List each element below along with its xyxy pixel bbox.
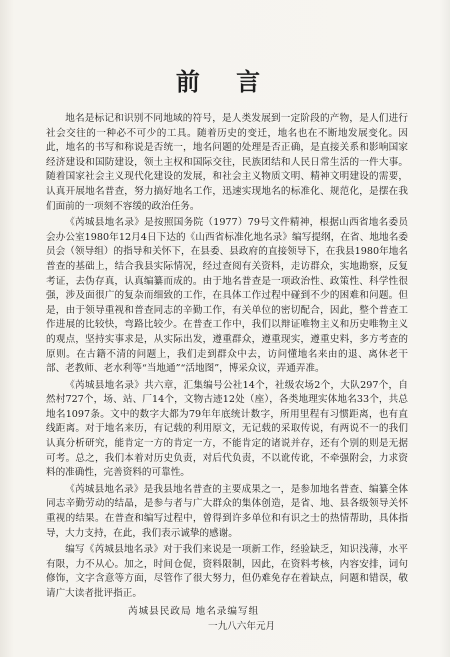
paragraph: 《芮城县地名录》共六章，汇集编号公社14个，社级农场2个，大队297个，自然村727个，场、站、厂14个，文物古迹12处（座），各类地理实体地名33个，共总地名1097条。文中的数字大都为79年年底统计数字，所用里程有习惯距离，也有直线距离。对于地名来历，有记载的利用原文，无记载的采取传说，有两说不一的我们认真分析研究，能肯定一方的肯定一方，不能肯定的诸说并存，还有个别的则是无据可考。总之，我们本着对历史负责，对后代负责，不以讹传讹，不牵强附会，力求资料的准确性，完善资料的可靠性。 — [46, 379, 408, 479]
paragraph: 《芮城县地名录》是我县地名普查的主要成果之一，是参加地名普查、编纂全体同志辛勤劳动的结晶，是参与者与广大群众的集体创造，是省、地、县各级领导关怀重视的结果。在普查和编写过程中，曾得到许多单位和有识之士的热情帮助，具体指导，大力支持，在此，我们表示诚挚的感谢。 — [46, 483, 408, 539]
paragraph: 《芮城县地名录》是按照国务院（1977）79号文件精神，根据山西省地名委员会办公室1980年12月4日下达的《山西省标准化地名录》编写提纲，在省、地地名委员会（领导组）的指导和关怀下，在县委、县政府的直接领导下，在我县1980年地名普查的基础上，结合我县实际情况，经过查阅有关资料，走访群众，实地勘察，反复考证，去伪存真，认真编纂而成的。由于地名普查是一项政治性、政策性、科学性很强，涉及面很广的复杂而细致的工作，在具体工作过程中碰到不少的困难和问题。但是，由于领导重视和普查同志的辛勤工作，有关单位的密切配合，因此，整个普查工作进展的比较快，弯路比较少。在普查工作中，我们以辩证唯物主义和历史唯物主义的观点，坚持实事求是，从实际出发，遵重群众，遵重现实，遵重史料，多方考查的原则。在古籍不清的问题上，我们走到群众中去，访问懂地名来由的退、离休老干部、老教师、老水利等“当地通”“活地图”，博采众议，弄通弄准。 — [46, 217, 408, 375]
signature-org: 芮城县民政局 地名录编写组 — [128, 606, 260, 617]
signature-date: 一九八六年元月 — [208, 621, 276, 632]
paragraph: 编写《芮城县地名录》对于我们来说是一项新工作，经验缺乏，知识浅薄，水平有限，力不从心。加之，时间仓促，资料限制，因此，在资料考核，内容安排，词句修饰，文字含意等方面，尽管作了很大努力，但仍难免存在着缺点，问题和错误，敬请广大读者批评指正。 — [46, 544, 408, 599]
preface-body — [46, 112, 408, 604]
page-title: 前 言 — [175, 67, 275, 96]
paragraph: 地名是标记和识别不同地域的符号，是人类发展到一定阶段的产物，是人们进行社会交往的一种必不可少的工具。随着历史的变迁，地名也在不断地发展变化。因此，地名的书写和称说是否统一，地名问题的处理是否正确，是直接关系和影响国家经济建设和国防建设，领土主权和国际交往，民族团结和人民日常生活的一件大事。随着国家社会主义现代化建设的发展，和社会主义物质文明、精神文明建设的需要，认真开展地名普查，努力搞好地名工作，迅速实现地名的标准化、规范化，是摆在我们面前的一项刻不容缓的政治任务。 — [46, 113, 408, 212]
signature-block — [0, 604, 450, 634]
